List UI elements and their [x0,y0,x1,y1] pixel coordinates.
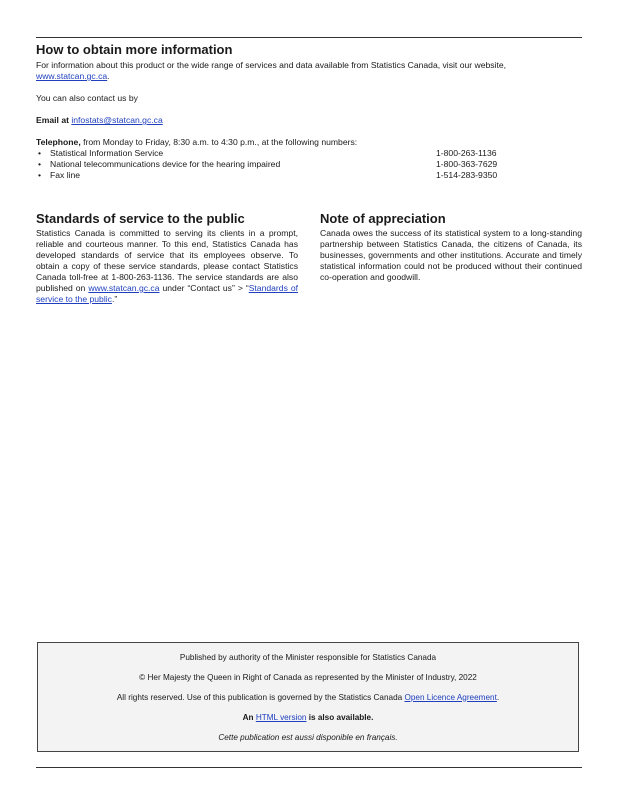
standards-heading: Standards of service to the public [36,211,245,226]
authority-line: Published by authority of the Minister responsible for Statistics Canada [179,652,437,662]
standards-column [36,211,298,305]
email-label: Email at [36,115,69,125]
line-number: 1-800-363-7629 [436,159,498,169]
intro-text: For information about this product or the wide range of services and data available from Statistics Canada, visit our website, [36,60,507,70]
rights-end: . [496,692,500,702]
rights-text: All rights reserved. Use of this publication is governed by the Statistics Canada [116,692,403,702]
more-information-heading: How to obtain more information [36,42,233,57]
standards-text: Statistics Canada is committed to serving its clients in a prompt, reliable and courteous manner. To this end, Statistics Canada has developed standards of service that its employees observe. To obtain a copy of these service standards, please contact Statistics Canada toll-free at 1-800-263-1136. The service standards are also published on [36,228,298,293]
email-link[interactable]: infostats@statcan.gc.ca [71,115,163,125]
appreciation-heading: Note of appreciation [320,211,446,226]
contact-line: You can also contact us by [36,93,138,103]
list-item [50,170,582,181]
phone-number-list [36,148,582,181]
html-suffix: is also available. [308,712,374,722]
intro-paragraph [36,60,582,82]
standards-website-link[interactable]: www.statcan.gc.ca [88,283,160,293]
standards-of-service-link[interactable]: Standards of service to the public [36,283,299,304]
standards-paragraph [36,228,298,305]
html-version-line [243,713,374,722]
appreciation-text: Canada owes the success of its statistical system to a long-standing partnership between Statistics Canada, the citizens of Canada, its businesses, governments and other institutions. Accurate and timely statistical information could not be produced without their continued co-operation and goodwill. [320,228,582,282]
top-rule [36,37,582,38]
line-number: 1-514-283-9350 [436,170,498,180]
french-availability-line: Cette publication est aussi disponible en français. [218,732,398,742]
line-label: • National telecommunications device for the hearing impaired [50,159,281,169]
telephone-line [36,137,582,148]
telephone-text: from Monday to Friday, 8:30 a.m. to 4:30 p.m., at the following numbers: [83,137,358,147]
copyright-line: © Her Majesty the Queen in Right of Canada as represented by the Minister of Industry, 2022 [139,672,477,682]
line-label: • Statistical Information Service [50,148,164,158]
email-line [36,115,582,126]
rights-line [117,693,499,702]
intro-end: . [107,71,110,81]
more-information-section [36,42,582,181]
line-number: 1-800-263-1136 [436,148,497,158]
standards-under: under “Contact us” > “ [162,283,249,293]
line-label: • Fax line [50,170,81,180]
website-link[interactable]: www.statcan.gc.ca [36,71,108,81]
publication-box [37,642,579,752]
two-column-section [36,211,582,305]
html-version-link[interactable]: HTML version [255,712,307,722]
standards-closing: .” [111,294,118,304]
list-item [50,148,582,159]
bottom-rule [36,767,582,768]
telephone-label: Telephone, [36,137,81,147]
appreciation-column [320,211,582,305]
licence-link[interactable]: Open Licence Agreement [404,692,497,702]
html-prefix: An [242,712,254,722]
list-item [50,159,582,170]
